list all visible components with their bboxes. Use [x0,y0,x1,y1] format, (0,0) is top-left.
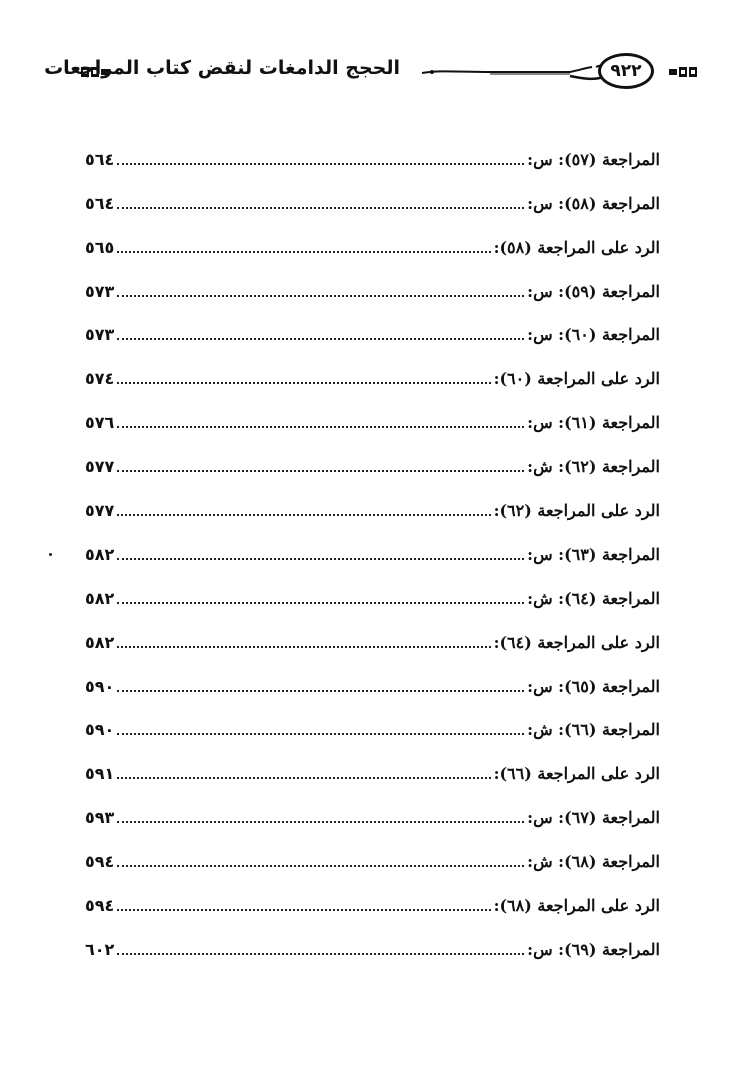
toc-entry-label: الرد على المراجعة (٥٨): [493,237,660,257]
toc-entry-page: ٦٠٢ [85,939,115,959]
toc-entry-label: المراجعة (٦٤): ش: [527,588,660,608]
toc-entry-page: ٥٧٤ [85,369,115,389]
toc-entry [85,744,660,788]
toc-entry [85,262,660,306]
toc-entry [85,437,660,481]
toc-entry [85,525,660,569]
scan-speck [49,553,52,556]
toc-entry-label: الرد على المراجعة (٦٢): [493,501,660,521]
toc-entry-label: المراجعة (٦٠): س: [527,325,660,345]
toc-entry [85,613,660,657]
page-header [44,52,698,96]
toc-entry-label: المراجعة (٥٧): س: [527,149,660,169]
toc-entry-page: ٥٩١ [85,764,115,784]
toc-entry-label: المراجعة (٥٩): س: [527,281,660,301]
toc-entry-page: ٥٧٣ [85,325,115,345]
ornament-icon [668,65,698,79]
toc-entry-page: ٥٧٣ [85,281,115,301]
dot-leader [117,602,524,604]
toc-entry-page: ٥٩٤ [85,852,115,872]
toc-entry-label: المراجعة (٦٥): س: [527,676,660,696]
toc-entry-label: المراجعة (٦٨): ش: [527,852,660,872]
toc-entry [85,920,660,964]
page-number: ٩٢٢ [610,60,642,81]
toc-entry [85,306,660,350]
toc-entry-page: ٥٦٤ [85,149,115,169]
toc-entry [85,788,660,832]
dot-leader [117,558,524,560]
toc-entry-label: المراجعة (٦٣): س: [527,544,660,564]
toc-entry-label: المراجعة (٦١): س: [527,413,660,433]
dot-leader [117,733,524,735]
dot-leader [117,382,490,384]
toc-entry [85,657,660,701]
dot-leader [117,426,524,428]
toc-entry-label: المراجعة (٦٦): ش: [527,720,660,740]
dot-leader [117,163,524,165]
toc-entry-page: ٥٨٢ [85,544,115,564]
toc-entry [85,218,660,262]
toc-entry-page: ٥٧٦ [85,413,115,433]
toc-entry-page: ٥٨٢ [85,588,115,608]
toc-entry-label: المراجعة (٦٩): س: [527,939,660,959]
toc-entry [85,174,660,218]
dot-leader [117,514,490,516]
toc-entry-page: ٥٩٠ [85,720,115,740]
toc-entry-page: ٥٦٥ [85,237,115,257]
dot-leader [117,207,524,209]
running-title: الحجج الدامغات لنقض كتاب المراجعات [44,57,400,79]
toc-entry [85,130,660,174]
dot-leader [117,821,524,823]
toc-entry-page: ٥٩٤ [85,896,115,916]
dot-leader [117,953,524,955]
dot-leader [117,646,490,648]
toc-entry [85,481,660,525]
toc-entry [85,832,660,876]
table-of-contents [85,130,660,964]
toc-entry-label: المراجعة (٦٧): س: [527,808,660,828]
toc-entry-label: الرد على المراجعة (٦٦): [493,764,660,784]
toc-entry-label: الرد على المراجعة (٦٤): [493,632,660,652]
toc-entry-label: الرد على المراجعة (٦٠): [493,369,660,389]
dot-leader [117,777,490,779]
toc-entry-page: ٥٨٢ [85,632,115,652]
dot-leader [117,909,490,911]
dot-leader [117,295,524,297]
dot-leader [117,251,490,253]
toc-entry [85,569,660,613]
dot-leader [117,865,524,867]
dot-leader [117,690,524,692]
toc-entry-label: المراجعة (٦٢): ش: [527,457,660,477]
toc-entry [85,349,660,393]
toc-entry [85,701,660,745]
toc-entry-label: الرد على المراجعة (٦٨): [493,896,660,916]
toc-entry-page: ٥٧٧ [85,501,115,521]
dot-leader [117,470,524,472]
toc-entry-page: ٥٩٣ [85,808,115,828]
toc-entry [85,876,660,920]
toc-entry-page: ٥٧٧ [85,457,115,477]
toc-entry [85,393,660,437]
toc-entry-page: ٥٩٠ [85,676,115,696]
toc-entry-page: ٥٦٤ [85,193,115,213]
toc-entry-label: المراجعة (٥٨): س: [527,193,660,213]
dot-leader [117,338,524,340]
page-number-badge [598,53,654,89]
